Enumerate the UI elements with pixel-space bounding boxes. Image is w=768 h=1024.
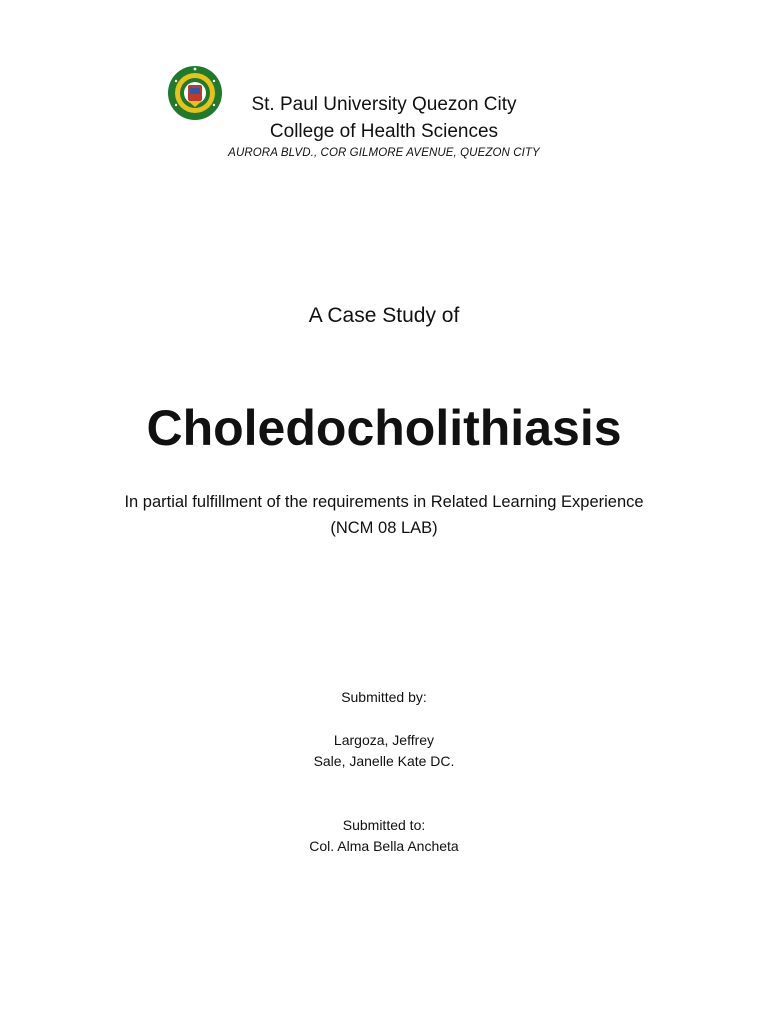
institution-header [0,92,768,161]
submitter-name: Sale, Janelle Kate DC. [313,753,455,769]
case-study-title: Choledocholithiasis [146,400,622,456]
submission-details [0,687,768,857]
college-name: College of Health Sciences [269,121,499,142]
institution-address: AURORA BLVD., COR GILMORE AVENUE, QUEZON CITY [228,147,540,159]
fulfillment-statement [0,489,768,541]
fulfillment-line: In partial fulfillment of the requirements in Related Learning Experience [124,493,644,511]
case-study-intro: A Case Study of [308,304,460,327]
submitted-to-label: Submitted to: [342,817,426,833]
submitted-by-label: Submitted by: [341,689,427,705]
university-name: St. Paul University Quezon City [251,94,517,115]
recipient-name: Col. Alma Bella Ancheta [309,838,459,854]
submitter-name: Largoza, Jeffrey [333,732,435,748]
course-code: (NCM 08 LAB) [330,519,438,537]
seal-dots [194,68,197,71]
